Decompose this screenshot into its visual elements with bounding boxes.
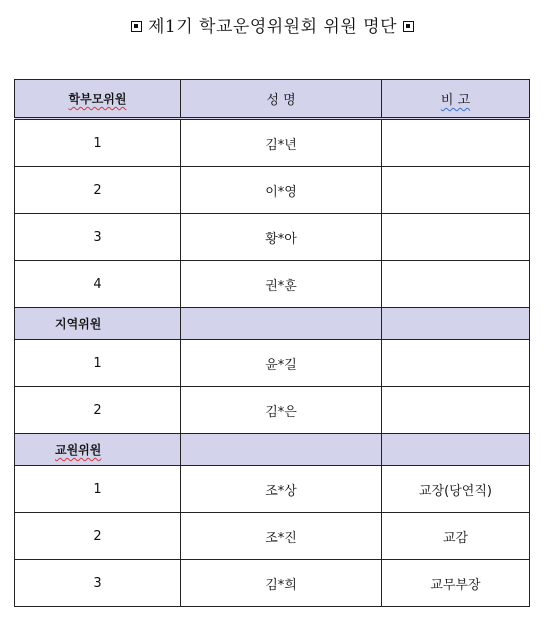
member-note: [382, 167, 530, 214]
table-row: [15, 340, 530, 387]
document-title-text: 제1기 학교운영위원회 위원 명단: [147, 17, 397, 37]
table-row: [15, 387, 530, 434]
table-row: [15, 119, 530, 167]
row-number: 1: [15, 119, 181, 167]
table-row: [15, 466, 530, 513]
header-name: [181, 80, 382, 119]
section-row-community: [15, 308, 530, 340]
row-number: 3: [15, 560, 181, 607]
member-name: 윤*길: [181, 340, 382, 387]
section-label-teachers: [15, 434, 181, 466]
row-number: 1: [15, 466, 181, 513]
member-note: [382, 387, 530, 434]
header-parent-members-label: 학부모위원: [68, 92, 127, 106]
section-row-teachers: [15, 434, 530, 466]
member-note: [382, 261, 530, 308]
row-number: 1: [15, 340, 181, 387]
member-note: [382, 119, 530, 167]
member-name: 김*은: [181, 387, 382, 434]
section-label-community: 지역위원: [15, 308, 181, 340]
member-note: 교감: [382, 513, 530, 560]
table-row: [15, 513, 530, 560]
header-note-label: 비 고: [440, 93, 471, 108]
header-note: [382, 80, 530, 119]
row-number: 2: [15, 387, 181, 434]
section-empty-cell: [181, 308, 382, 340]
table-row: [15, 214, 530, 261]
square-bullet-icon: [131, 21, 142, 32]
member-name: 황*아: [181, 214, 382, 261]
member-name: 조*진: [181, 513, 382, 560]
committee-roster-table: [14, 79, 530, 607]
row-number: 3: [15, 214, 181, 261]
table-row: [15, 167, 530, 214]
header-name-label: 성 명: [266, 93, 296, 108]
section-empty-cell: [382, 434, 530, 466]
row-number: 2: [15, 167, 181, 214]
header-parent-members: [15, 80, 181, 119]
section-empty-cell: [181, 434, 382, 466]
square-bullet-icon: [403, 21, 414, 32]
row-number: 2: [15, 513, 181, 560]
member-note: [382, 340, 530, 387]
table-header-row: [15, 80, 530, 119]
section-empty-cell: [382, 308, 530, 340]
member-name: 조*상: [181, 466, 382, 513]
member-name: 이*영: [181, 167, 382, 214]
row-number: 4: [15, 261, 181, 308]
member-name: 김*희: [181, 560, 382, 607]
table-row: [15, 560, 530, 607]
member-note: [382, 214, 530, 261]
member-name: 권*훈: [181, 261, 382, 308]
member-note: 교장(당연직): [382, 466, 530, 513]
member-name: 김*년: [181, 119, 382, 167]
table-row: [15, 261, 530, 308]
member-note: 교무부장: [382, 560, 530, 607]
section-label-teachers-text: 교원위원: [55, 443, 102, 457]
document-title: [0, 12, 545, 37]
